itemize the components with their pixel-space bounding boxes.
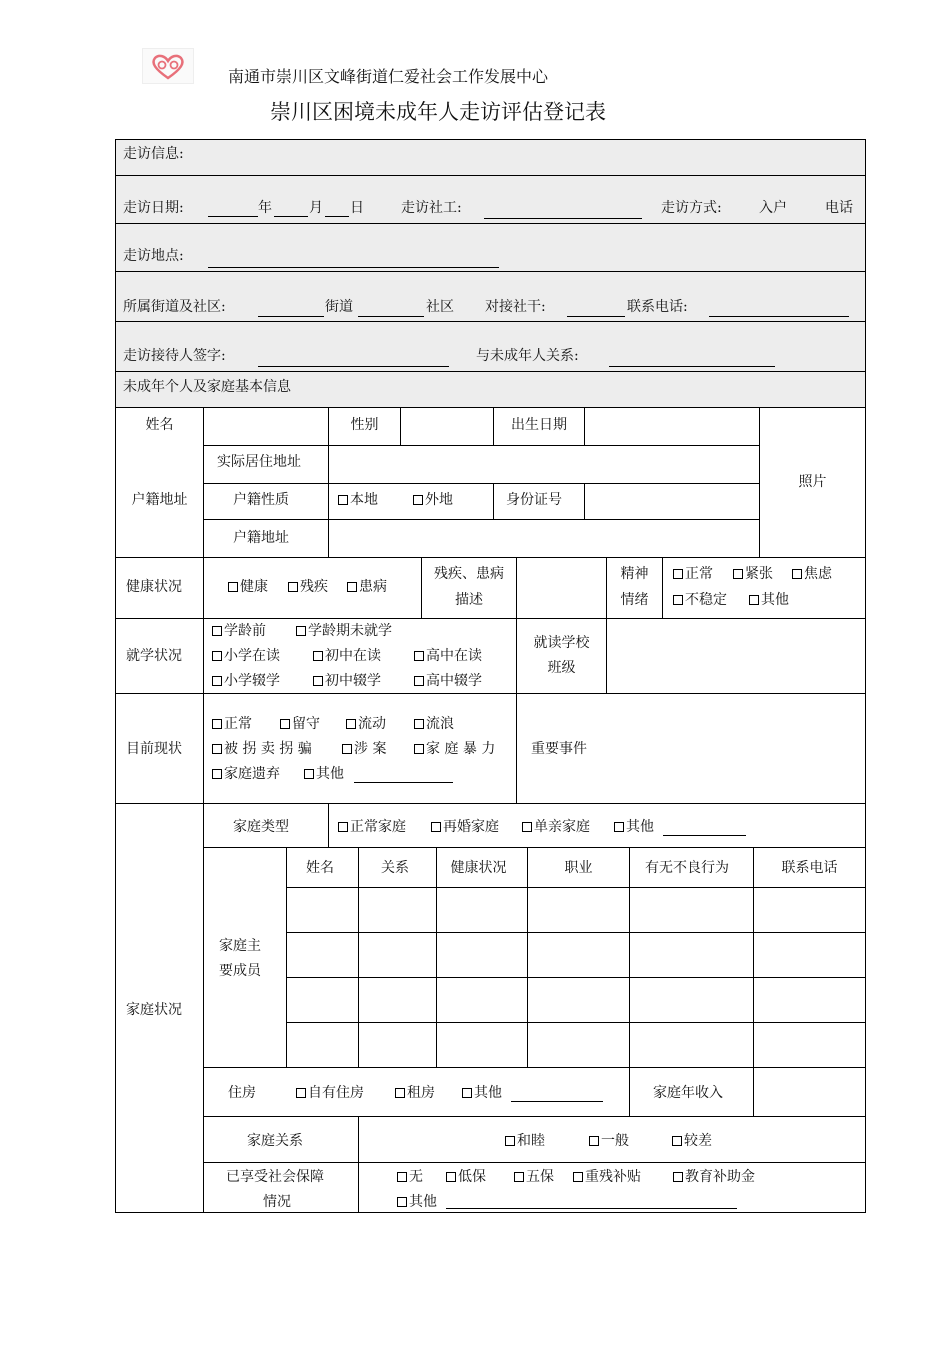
school-preschool-checkbox[interactable]: 学龄前 bbox=[212, 623, 266, 639]
checkbox-icon bbox=[414, 744, 424, 754]
relation-label: 与未成年人关系: bbox=[476, 348, 579, 364]
form-title: 崇川区困境未成年人走访评估登记表 bbox=[270, 100, 606, 124]
school-primary-checkbox[interactable]: 小学在读 bbox=[212, 648, 280, 664]
relation-harmony-checkbox[interactable]: 和睦 bbox=[505, 1133, 545, 1149]
checkbox-icon bbox=[446, 1172, 456, 1182]
checkbox-icon bbox=[228, 582, 238, 592]
health-disabled-checkbox[interactable]: 残疾 bbox=[288, 579, 328, 595]
checkbox-icon bbox=[338, 822, 348, 832]
huji-address-row-label: 户籍地址 bbox=[131, 492, 188, 508]
member-col-bad-behavior: 有无不良行为 bbox=[645, 860, 729, 876]
checkbox-icon bbox=[212, 769, 222, 779]
community-field[interactable] bbox=[358, 316, 424, 317]
checkbox-icon bbox=[304, 769, 314, 779]
checkbox-icon bbox=[673, 1172, 683, 1182]
checkbox-icon bbox=[733, 569, 743, 579]
visit-info-heading: 走访信息: bbox=[123, 146, 184, 162]
method-phone-option[interactable]: 电话 bbox=[825, 200, 853, 216]
receiver-sign-label: 走访接待人签字: bbox=[123, 348, 226, 364]
checkbox-icon bbox=[505, 1136, 515, 1146]
year-label: 年 bbox=[258, 200, 272, 216]
checkbox-icon bbox=[288, 582, 298, 592]
member-col-name: 姓名 bbox=[306, 860, 334, 876]
visit-info-band bbox=[116, 140, 865, 408]
current-normal-checkbox[interactable]: 正常 bbox=[212, 716, 252, 732]
member-col-health: 健康状况 bbox=[450, 860, 507, 876]
visit-day-field[interactable] bbox=[325, 216, 349, 217]
housing-other-checkbox[interactable]: 其他 bbox=[462, 1085, 502, 1101]
security-none-checkbox[interactable]: 无 bbox=[397, 1169, 423, 1185]
receiver-sign-field[interactable] bbox=[258, 366, 449, 367]
mood-unstable-checkbox[interactable]: 不稳定 bbox=[673, 592, 727, 608]
relation-average-checkbox[interactable]: 一般 bbox=[589, 1133, 629, 1149]
gender-label: 性别 bbox=[350, 417, 379, 433]
security-disability-checkbox[interactable]: 重残补贴 bbox=[573, 1169, 641, 1185]
photo-label: 照片 bbox=[798, 474, 827, 490]
current-case-checkbox[interactable]: 涉 案 bbox=[342, 741, 386, 757]
disease-desc-label-1: 残疾、患病 bbox=[434, 566, 504, 582]
security-edu-checkbox[interactable]: 教育补助金 bbox=[673, 1169, 755, 1185]
checkbox-icon bbox=[395, 1088, 405, 1098]
social-security-label-2: 情况 bbox=[263, 1194, 291, 1210]
checkbox-icon bbox=[614, 822, 624, 832]
school-senior-drop-checkbox[interactable]: 高中辍学 bbox=[414, 673, 482, 689]
checkbox-icon bbox=[212, 676, 222, 686]
visit-worker-label: 走访社工: bbox=[401, 200, 462, 216]
school-class-label-2: 班级 bbox=[547, 660, 576, 676]
checkbox-icon bbox=[431, 822, 441, 832]
current-wandering-checkbox[interactable]: 流浪 bbox=[414, 716, 454, 732]
checkbox-icon bbox=[347, 582, 357, 592]
current-other-checkbox[interactable]: 其他 bbox=[304, 766, 344, 782]
visit-place-field[interactable] bbox=[208, 267, 499, 268]
member-col-relation: 关系 bbox=[381, 860, 409, 876]
checkbox-icon bbox=[573, 1172, 583, 1182]
school-status-label: 就学状况 bbox=[126, 648, 182, 664]
method-home-option[interactable]: 入户 bbox=[759, 200, 787, 216]
checkbox-icon bbox=[212, 744, 222, 754]
current-trafficked-checkbox[interactable]: 被 拐 卖 拐 骗 bbox=[212, 741, 312, 757]
basic-info-heading: 未成年个人及家庭基本信息 bbox=[123, 379, 291, 395]
current-status-label: 目前现状 bbox=[126, 741, 182, 757]
current-violence-checkbox[interactable]: 家 庭 暴 力 bbox=[414, 741, 495, 757]
checkbox-icon bbox=[212, 651, 222, 661]
checkbox-icon bbox=[522, 822, 532, 832]
checkbox-icon bbox=[313, 676, 323, 686]
family-other-checkbox[interactable]: 其他 bbox=[614, 819, 654, 835]
school-primary-drop-checkbox[interactable]: 小学辍学 bbox=[212, 673, 280, 689]
family-remarried-checkbox[interactable]: 再婚家庭 bbox=[431, 819, 499, 835]
member-col-phone: 联系电话 bbox=[781, 860, 838, 876]
checkbox-icon bbox=[313, 651, 323, 661]
family-type-label: 家庭类型 bbox=[233, 819, 289, 835]
checkbox-icon bbox=[414, 719, 424, 729]
org-name: 南通市崇川区文峰街道仁爱社会工作发展中心 bbox=[228, 67, 549, 86]
mood-normal-checkbox[interactable]: 正常 bbox=[673, 566, 713, 582]
checkbox-icon bbox=[346, 719, 356, 729]
checkbox-icon bbox=[397, 1197, 407, 1207]
family-members-label-1: 家庭主 bbox=[219, 938, 261, 954]
checkbox-icon bbox=[342, 744, 352, 754]
disease-desc-label-2: 描述 bbox=[455, 592, 483, 608]
security-dibao-checkbox[interactable]: 低保 bbox=[446, 1169, 486, 1185]
birth-date-label: 出生日期 bbox=[511, 417, 567, 433]
school-junior-checkbox[interactable]: 初中在读 bbox=[313, 648, 381, 664]
mood-anxious-checkbox[interactable]: 焦虑 bbox=[792, 566, 832, 582]
name-label: 姓名 bbox=[145, 417, 174, 433]
security-other-checkbox[interactable]: 其他 bbox=[397, 1194, 437, 1210]
street-label: 街道 bbox=[325, 299, 353, 315]
housing-own-checkbox[interactable]: 自有住房 bbox=[296, 1085, 364, 1101]
housing-label: 住房 bbox=[228, 1085, 256, 1101]
family-normal-checkbox[interactable]: 正常家庭 bbox=[338, 819, 406, 835]
street-community-label: 所属街道及社区: bbox=[123, 299, 226, 315]
checkbox-icon bbox=[673, 595, 683, 605]
mood-nervous-checkbox[interactable]: 紧张 bbox=[733, 566, 773, 582]
school-senior-checkbox[interactable]: 高中在读 bbox=[414, 648, 482, 664]
checkbox-icon bbox=[749, 595, 759, 605]
mood-label-2: 情绪 bbox=[620, 592, 649, 608]
checkbox-icon bbox=[792, 569, 802, 579]
security-wubao-checkbox[interactable]: 五保 bbox=[514, 1169, 554, 1185]
health-label: 健康状况 bbox=[126, 579, 182, 595]
heart-logo-icon bbox=[143, 49, 193, 83]
checkbox-icon bbox=[414, 676, 424, 686]
org-logo bbox=[142, 48, 194, 84]
key-events-label: 重要事件 bbox=[531, 741, 587, 757]
checkbox-icon bbox=[672, 1136, 682, 1146]
current-floating-checkbox[interactable]: 流动 bbox=[346, 716, 386, 732]
checkbox-icon bbox=[673, 569, 683, 579]
housing-other-field[interactable] bbox=[511, 1101, 603, 1102]
security-other-field[interactable] bbox=[446, 1208, 737, 1209]
visit-month-field[interactable] bbox=[274, 216, 308, 217]
visit-year-field[interactable] bbox=[208, 216, 258, 217]
checkbox-icon bbox=[397, 1172, 407, 1182]
checkbox-icon bbox=[514, 1172, 524, 1182]
id-number-label: 身份证号 bbox=[506, 492, 562, 508]
visit-place-label: 走访地点: bbox=[123, 248, 184, 264]
huji-nonlocal-checkbox[interactable]: 外地 bbox=[413, 492, 453, 508]
checkbox-icon bbox=[462, 1088, 472, 1098]
checkbox-icon bbox=[296, 1088, 306, 1098]
health-ill-checkbox[interactable]: 患病 bbox=[347, 579, 387, 595]
school-junior-drop-checkbox[interactable]: 初中辍学 bbox=[313, 673, 381, 689]
housing-rent-checkbox[interactable]: 租房 bbox=[395, 1085, 435, 1101]
member-col-job: 职业 bbox=[564, 860, 593, 876]
checkbox-icon bbox=[212, 626, 222, 636]
contact-phone-field[interactable] bbox=[709, 316, 849, 317]
relation-field[interactable] bbox=[609, 366, 775, 367]
liaison-label: 对接社干: bbox=[485, 299, 546, 315]
family-relation-label: 家庭关系 bbox=[247, 1133, 303, 1149]
visit-date-label: 走访日期: bbox=[123, 200, 184, 216]
health-healthy-checkbox[interactable]: 健康 bbox=[228, 579, 268, 595]
month-label: 月 bbox=[309, 200, 323, 216]
residence-address-label: 实际居住地址 bbox=[217, 454, 301, 470]
checkbox-icon bbox=[296, 626, 306, 636]
huji-nature-label: 户籍性质 bbox=[233, 492, 289, 508]
family-members-label-2: 要成员 bbox=[219, 963, 261, 979]
relation-poor-checkbox[interactable]: 较差 bbox=[672, 1133, 712, 1149]
community-label: 社区 bbox=[426, 299, 454, 315]
current-abandoned-checkbox[interactable]: 家庭遗弃 bbox=[212, 766, 280, 782]
huji-address-label: 户籍地址 bbox=[233, 530, 289, 546]
social-security-label-1: 已享受社会保障 bbox=[226, 1169, 324, 1185]
day-label: 日 bbox=[350, 200, 364, 216]
street-field[interactable] bbox=[258, 316, 324, 317]
mood-label-1: 精神 bbox=[620, 566, 649, 582]
contact-phone-label: 联系电话: bbox=[627, 299, 688, 315]
checkbox-icon bbox=[413, 495, 423, 505]
mood-other-checkbox[interactable]: 其他 bbox=[749, 592, 789, 608]
liaison-field[interactable] bbox=[567, 316, 625, 317]
huji-local-checkbox[interactable]: 本地 bbox=[338, 492, 378, 508]
family-single-checkbox[interactable]: 单亲家庭 bbox=[522, 819, 590, 835]
checkbox-icon bbox=[338, 495, 348, 505]
visit-worker-field[interactable] bbox=[484, 218, 642, 219]
family-status-label: 家庭状况 bbox=[126, 1002, 182, 1018]
current-left-behind-checkbox[interactable]: 留守 bbox=[280, 716, 320, 732]
checkbox-icon bbox=[280, 719, 290, 729]
family-other-field[interactable] bbox=[663, 835, 746, 836]
annual-income-label: 家庭年收入 bbox=[653, 1085, 723, 1101]
checkbox-icon bbox=[589, 1136, 599, 1146]
school-class-label-1: 就读学校 bbox=[533, 635, 590, 651]
current-other-field[interactable] bbox=[354, 782, 453, 783]
visit-method-label: 走访方式: bbox=[661, 200, 722, 216]
checkbox-icon bbox=[212, 719, 222, 729]
checkbox-icon bbox=[414, 651, 424, 661]
school-not-enrolled-checkbox[interactable]: 学龄期未就学 bbox=[296, 623, 392, 639]
